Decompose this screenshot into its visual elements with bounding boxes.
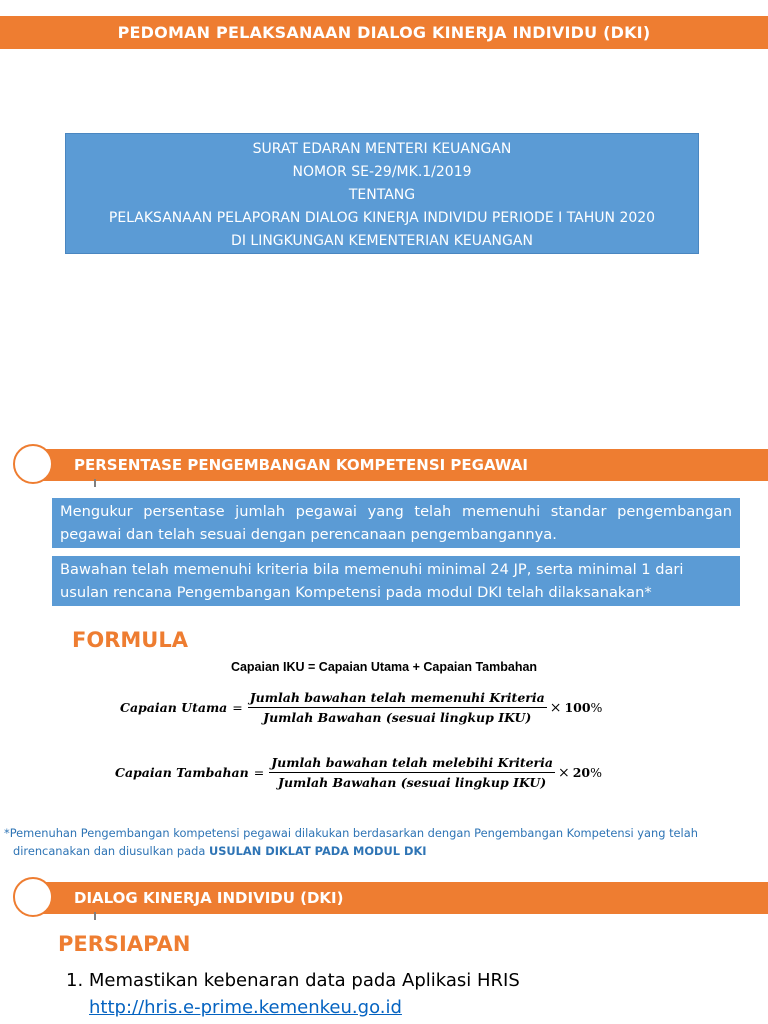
formula-heading: FORMULA [72, 628, 188, 652]
times-sign: × [549, 699, 562, 716]
circular-line: DI LINGKUNGAN KEMENTERIAN KEUANGAN [231, 233, 533, 249]
hris-link[interactable]: http://hris.e-prime.kemenkeu.go.id [89, 997, 402, 1018]
percent-sign: % [590, 700, 603, 715]
list-item [66, 967, 520, 1021]
times-sign: × [558, 764, 570, 781]
footnote-line: *Pemenuhan Pengembangan kompetensi pegawai dilakukan berdasarkan dengan Pengembangan Kompetensi yang telah [4, 826, 698, 840]
persiapan-heading: PERSIAPAN [58, 932, 191, 956]
formula-capaian-utama [120, 690, 602, 725]
percentage [564, 700, 602, 715]
footnote-text: direncanakan dan diusulkan pada [13, 844, 209, 858]
definition-paragraph: Mengukur persentase jumlah pegawai yang telah memenuhi standar pengembangan pegawai dan telah sesuai dengan perencanaan pengembangannya. [52, 498, 740, 548]
percentage [573, 765, 602, 780]
footnote-line [4, 842, 764, 860]
fraction-denominator: Jumlah Bawahan (sesuai lingkup IKU) [263, 710, 532, 725]
fraction-numerator: Jumlah bawahan telah melebihi Kriteria [269, 755, 555, 773]
equals-sign: = [232, 700, 243, 715]
document-title-banner: PEDOMAN PELAKSANAAN DIALOG KINERJA INDIVIDU (DKI) [0, 16, 768, 49]
circular-line: SURAT EDARAN MENTERI KEUANGAN [252, 141, 512, 157]
section-circle-decoration [13, 877, 53, 917]
section-circle-decoration [13, 444, 53, 484]
percentage-value: 20 [572, 765, 591, 780]
fraction [248, 690, 547, 725]
section-title: DIALOG KINERJA INDIVIDU (DKI) [74, 889, 344, 907]
fraction-denominator: Jumlah Bawahan (sesuai lingkup IKU) [278, 775, 547, 790]
percent-sign: % [590, 765, 603, 780]
formula-lhs: Capaian Tambahan [115, 765, 249, 780]
section-title: PERSENTASE PENGEMBANGAN KOMPETENSI PEGAWAI [74, 456, 528, 474]
circular-reference-box [65, 133, 699, 254]
formula-lhs: Capaian Utama [120, 700, 228, 715]
circular-line: NOMOR SE-29/MK.1/2019 [292, 164, 472, 180]
fraction-numerator: Jumlah bawahan telah memenuhi Kriteria [248, 690, 547, 708]
fraction [269, 755, 555, 790]
footnote [4, 824, 764, 860]
formula-capaian-tambahan [115, 755, 602, 790]
equals-sign: = [253, 765, 265, 780]
section-header-competency [22, 449, 768, 481]
circular-line: TENTANG [348, 187, 416, 203]
section-header-dki [22, 882, 768, 914]
circular-line: PELAKSANAAN PELAPORAN DIALOG KINERJA INDIVIDU PERIODE I TAHUN 2020 [108, 210, 656, 226]
percentage-value: 100 [564, 700, 591, 715]
list-item-text: 1. Memastikan kebenaran data pada Aplikasi HRIS [66, 970, 520, 991]
criteria-paragraph: Bawahan telah memenuhi kriteria bila memenuhi minimal 24 JP, serta minimal 1 dari usulan rencana Pengembangan Kompetensi pada modul DKI telah dilaksanakan* [52, 556, 740, 606]
footnote-emphasis: USULAN DIKLAT PADA MODUL DKI [208, 844, 427, 858]
formula-summary: Capaian IKU = Capaian Utama + Capaian Tambahan [230, 660, 538, 674]
